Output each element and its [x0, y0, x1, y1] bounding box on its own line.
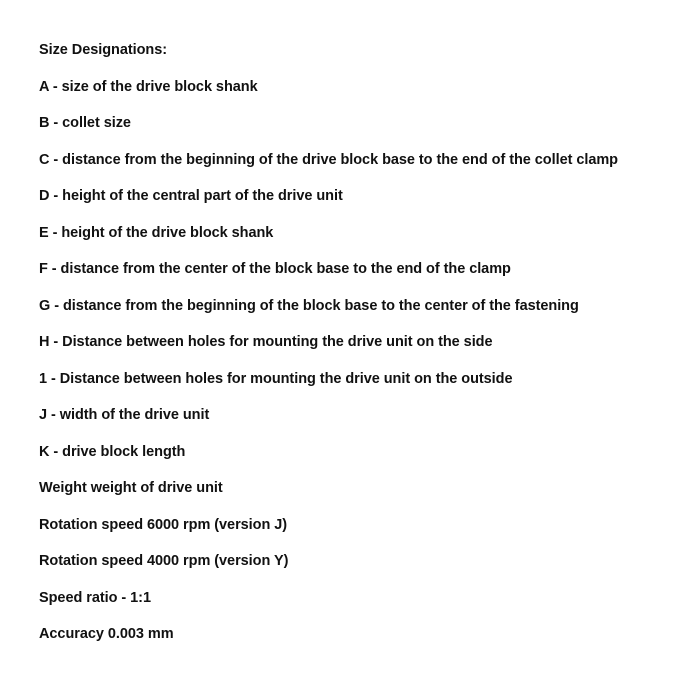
speed-ratio-spec: Speed ratio - 1:1	[39, 589, 151, 606]
designation-h: H - Distance between holes for mounting the drive unit on the side	[39, 334, 493, 350]
designation-b: B - collet size	[39, 115, 131, 131]
designation-g: G - distance from the beginning of the block base to the center of the fastening	[39, 297, 579, 314]
document-title: Size Designations:	[39, 42, 168, 58]
designation-f: F - distance from the center of the block base to the end of the clamp	[39, 261, 511, 277]
rotation-speed-version-j: Rotation speed 6000 rpm (version J)	[39, 516, 288, 533]
designation-j: J - width of the drive unit	[39, 407, 210, 423]
designation-1: 1 - Distance between holes for mounting the drive unit on the outside	[39, 370, 513, 387]
size-designations-document	[39, 41, 679, 662]
designation-k: K - drive block length	[39, 443, 186, 460]
rotation-speed-version-y: Rotation speed 4000 rpm (version Y)	[39, 553, 289, 569]
designation-d: D - height of the central part of the drive unit	[39, 188, 343, 204]
weight-spec: Weight weight of drive unit	[39, 480, 223, 496]
designation-c: C - distance from the beginning of the drive block base to the end of the collet clamp	[39, 151, 618, 168]
designation-e: E - height of the drive block shank	[39, 224, 274, 241]
accuracy-spec: Accuracy 0.003 mm	[39, 626, 174, 642]
designation-a: A - size of the drive block shank	[39, 78, 258, 95]
